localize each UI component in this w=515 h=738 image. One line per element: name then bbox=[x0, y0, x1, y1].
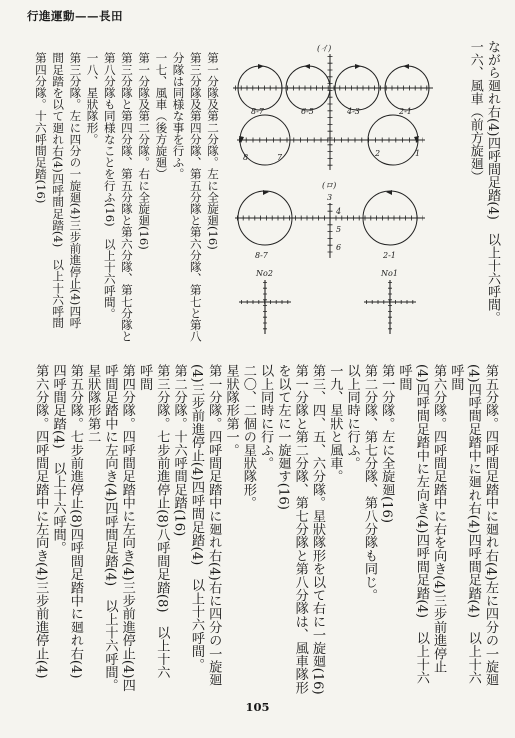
upper-left-text-column: 分隊は同様な事を行ふ。 bbox=[171, 52, 186, 180]
row2-label: 2 bbox=[375, 149, 381, 158]
upper-right-text-column: ながら廻れ右(4)四呼間足踏(4) 以上十六呼間。 bbox=[485, 40, 500, 324]
lower-text-column: 星狀隊形第二 bbox=[85, 364, 101, 444]
lower-text-column: 以上同時に行ふ。 bbox=[344, 364, 360, 470]
page-number: 105 bbox=[245, 700, 270, 714]
upper-right-text-column: 一六、風車（前方旋廻） bbox=[467, 40, 483, 183]
lower-text-column: 第一分隊と第二分隊、第七分隊と第八分隊は、風車隊形 bbox=[292, 364, 308, 694]
cross-label: No2 bbox=[256, 269, 273, 278]
lower-text-column: 第二分隊。十六呼間足踏(16) bbox=[171, 364, 187, 537]
upper-left-text bbox=[31, 52, 221, 352]
lower-text-column: 第五分隊。七步前進停止(8)四呼間足踏中に廻れ右(4) bbox=[67, 364, 83, 679]
lower-text-column: 以上同時に行ふ。 bbox=[258, 364, 274, 470]
lower-text-column: 第三分隊。七步前進停止(8)八呼間足踏(8) 以上十六 bbox=[154, 364, 170, 679]
row1-label: 4-3 bbox=[347, 107, 360, 116]
lower-text-column: (4)四呼間足踏中に左向き(4)四呼間足踏(4) 以上十六 bbox=[413, 364, 429, 685]
diagram-mark-middle: (ロ) bbox=[322, 181, 337, 190]
row1-label: 6-5 bbox=[301, 107, 314, 116]
row3-axis-label: 5 bbox=[336, 225, 342, 234]
row2-label: 8 bbox=[243, 153, 249, 162]
lower-text-column: 第六分隊。四呼間足踏中に右を向き(4)三步前進停止 bbox=[431, 364, 447, 674]
upper-left-text-column: 第四分隊。十六呼間足踏(16) bbox=[33, 52, 48, 204]
lower-text-column: 呼間 bbox=[396, 364, 412, 391]
row3-label: 2-1 bbox=[383, 251, 396, 260]
lower-text-column: 第三、四、五、六分隊。星狀隊形を以て右に一旋廻(16) bbox=[310, 364, 326, 695]
lower-text-column: 第四分隊。四呼間足踏中に左向き(4)三步前進停止(4)四 bbox=[119, 364, 135, 692]
formation-diagram bbox=[225, 42, 457, 347]
row1-label: 8-7 bbox=[251, 107, 264, 116]
lower-text-column: を以て左に一旋廻す(16) bbox=[275, 364, 291, 510]
lower-text bbox=[32, 364, 499, 694]
row3-axis-label: 6 bbox=[336, 243, 342, 252]
upper-left-text-column: 一八、星狀隊形。 bbox=[85, 52, 100, 145]
row1-label: 2-1 bbox=[399, 107, 412, 116]
lower-text-column: 星狀隊形第一。 bbox=[223, 364, 239, 457]
row3-label: 8-7 bbox=[255, 251, 268, 260]
lower-text-column: 呼間 bbox=[137, 364, 153, 391]
row2-label: 7 bbox=[277, 153, 283, 162]
lower-text-column: (4)三步前進停止(4)四呼間足踏(4) 以上十六呼間。 bbox=[188, 364, 204, 671]
lower-text-column: 第六分隊。四呼間足踏中に左向き(4)三步前進停止(4) bbox=[33, 364, 49, 679]
lower-text-column: 呼間足踏中に左向き(4)四呼間足踏(4) 以上十六呼間。 bbox=[102, 364, 118, 692]
upper-left-text-column: 第三分隊。左に四分の一旋廻(4)三步前進停止(4)四呼 bbox=[68, 52, 83, 329]
upper-left-text-column: 間足踏を以て廻れ右(4)四呼間足踏(4) 以上十六呼間 bbox=[51, 52, 66, 329]
lower-text-column: (4)四呼間足踏中に廻れ右(4)四呼間足踏(4) 以上十六 bbox=[465, 364, 481, 685]
upper-left-text-column: 第一分隊及第二分隊。右に全旋廻(16) bbox=[137, 52, 152, 250]
row2-label: 1 bbox=[415, 149, 421, 158]
row3-axis-label: 3 bbox=[327, 193, 333, 202]
upper-left-text-column: 第三分隊と第四分隊、第五分隊と第六分隊、第七分隊と bbox=[119, 52, 134, 342]
upper-right-text bbox=[466, 40, 501, 340]
upper-left-text-column: 一七、風車（後方旋廻） bbox=[154, 52, 169, 180]
row3-axis-label: 4 bbox=[336, 207, 342, 216]
cross-label: No1 bbox=[381, 269, 398, 278]
lower-text-column: 第五分隊。四呼間足踏中に廻れ右(4)左に四分の一旋廻 bbox=[483, 364, 498, 687]
lower-text-column: 呼間 bbox=[448, 364, 464, 391]
lower-text-column: 二〇、二個の星狀隊形。 bbox=[240, 364, 256, 510]
upper-left-text-column: 第三分隊及第四分隊、第五分隊と第六分隊、第七と第八 bbox=[188, 52, 203, 342]
running-header: 行進運動——長田 bbox=[27, 9, 123, 23]
lower-text-column: 四呼間足踏(4) 以上十六呼間。 bbox=[50, 364, 66, 555]
lower-text-column: 第一分隊。左に全旋廻(16) bbox=[379, 364, 395, 524]
lower-text-column: 第一分隊。四呼間足踏中に廻れ右(4)右に四分の一旋廻 bbox=[206, 364, 222, 687]
lower-text-column: 一九、星狀と風車。 bbox=[327, 364, 343, 483]
upper-left-text-column: 第八分隊も同様なことを行ふ(16) 以上十六呼間。 bbox=[102, 52, 117, 320]
upper-left-text-column: 第一分隊及第二分隊。左に全旋廻(16) bbox=[206, 52, 220, 250]
diagram-mark-top: (イ) bbox=[317, 44, 332, 53]
lower-text-column: 第二分隊、第七分隊、第八分隊も同じ。 bbox=[361, 364, 377, 602]
